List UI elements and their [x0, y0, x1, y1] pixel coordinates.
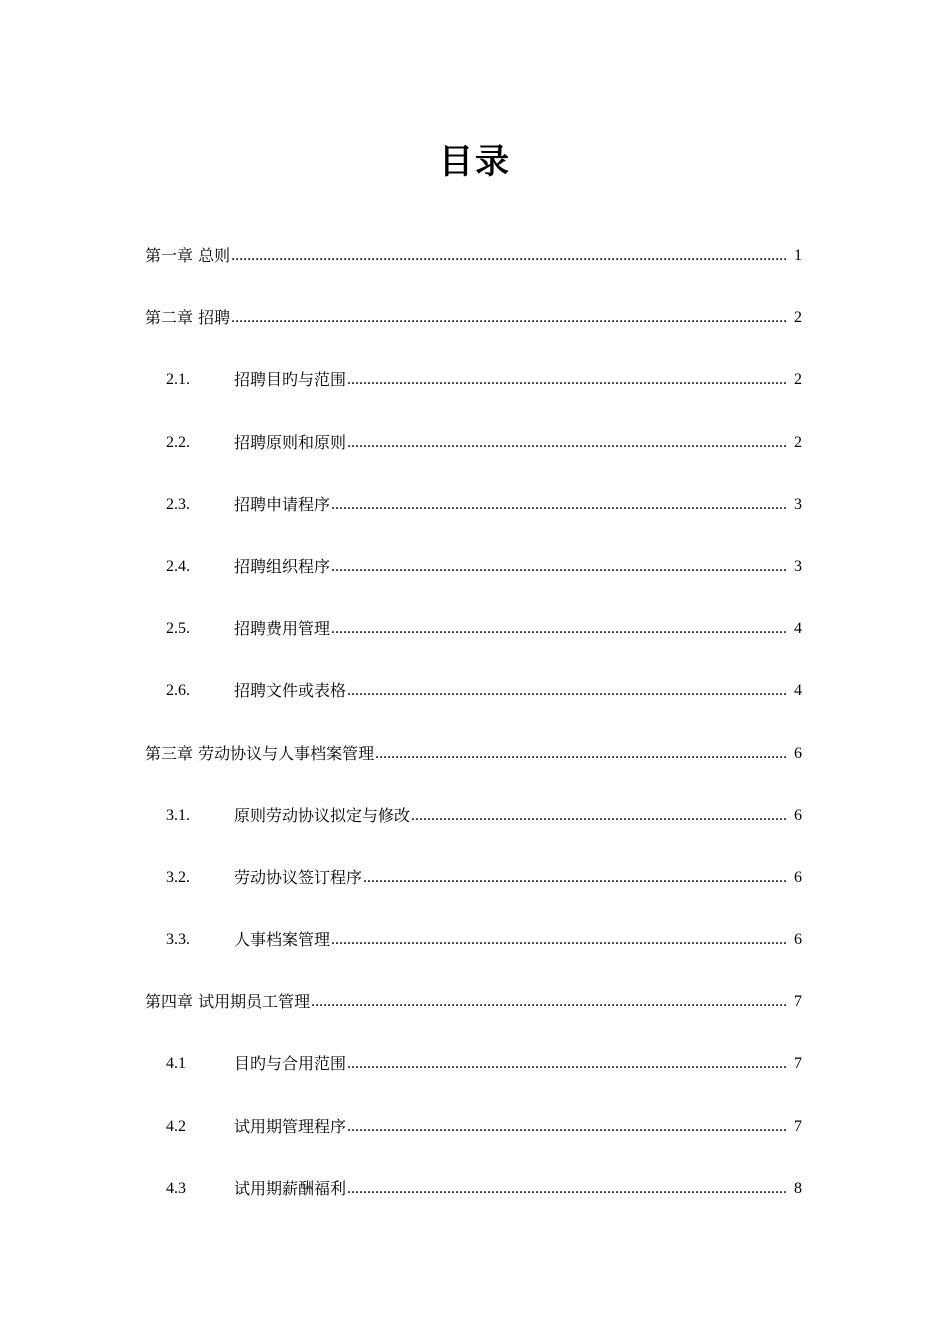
toc-page-number: 6	[794, 931, 802, 949]
toc-page-number: 2	[794, 309, 802, 327]
toc-dot-leader	[310, 984, 787, 1020]
toc-entry-chapter-1[interactable]	[145, 238, 802, 300]
toc-page-number: 3	[794, 557, 802, 575]
toc-entry-section-2-6[interactable]	[145, 673, 802, 735]
toc-entry-section-2-2[interactable]	[145, 425, 802, 487]
toc-section-number: 2.4.	[166, 557, 190, 575]
table-of-contents	[145, 238, 802, 1233]
toc-dot-leader	[346, 673, 787, 709]
toc-entry-label: 试用期薪酬福利	[234, 1178, 347, 1198]
page-title: 目录	[439, 142, 511, 182]
toc-entry-section-3-3[interactable]	[145, 922, 802, 984]
toc-entry-section-2-4[interactable]	[145, 549, 802, 611]
toc-page-number: 1	[794, 247, 802, 264]
toc-entry-section-2-3[interactable]	[145, 487, 802, 549]
toc-dot-leader	[362, 860, 787, 896]
toc-entry-label: 招聘费用管理	[234, 619, 331, 639]
toc-page-number: 2	[794, 371, 802, 389]
toc-section-number: 4.3	[166, 1179, 186, 1197]
toc-dot-leader	[346, 1171, 787, 1207]
toc-dot-leader	[330, 549, 787, 585]
toc-section-number: 4.1	[166, 1055, 186, 1073]
toc-entry-label: 招聘原则和原则	[234, 432, 347, 452]
toc-entry-label: 第四章 试用期员工管理	[145, 992, 311, 1012]
toc-entry-label: 招聘文件或表格	[234, 681, 347, 701]
toc-dot-leader	[346, 425, 787, 461]
toc-section-number: 4.2	[166, 1117, 186, 1135]
toc-section-number: 3.1.	[166, 806, 190, 824]
toc-page-number: 3	[794, 495, 802, 513]
toc-dot-leader	[330, 611, 787, 647]
toc-page-number: 7	[794, 1055, 802, 1073]
toc-entry-section-3-2[interactable]	[145, 860, 802, 922]
toc-dot-leader	[330, 922, 787, 958]
toc-page-number: 4	[794, 620, 802, 638]
toc-entry-section-2-1[interactable]	[145, 362, 802, 424]
toc-section-number: 2.2.	[166, 433, 190, 451]
toc-page-number: 8	[794, 1179, 802, 1197]
toc-dot-leader	[230, 238, 787, 274]
toc-section-number: 2.5.	[166, 620, 190, 638]
toc-entry-label: 招聘申请程序	[234, 494, 331, 514]
toc-dot-leader	[330, 487, 787, 523]
toc-dot-leader	[346, 1046, 787, 1082]
toc-entry-section-4-3[interactable]	[145, 1171, 802, 1233]
toc-entry-chapter-4[interactable]	[145, 984, 802, 1046]
toc-entry-section-2-5[interactable]	[145, 611, 802, 673]
toc-entry-section-4-2[interactable]	[145, 1109, 802, 1171]
toc-dot-leader	[346, 1109, 787, 1145]
toc-page-number: 2	[794, 433, 802, 451]
toc-dot-leader	[410, 798, 787, 834]
toc-section-number: 2.6.	[166, 682, 190, 700]
toc-dot-leader	[374, 736, 787, 772]
toc-page-number: 4	[794, 682, 802, 700]
toc-section-number: 2.3.	[166, 495, 190, 513]
toc-entry-label: 人事档案管理	[234, 930, 331, 950]
toc-section-number: 2.1.	[166, 371, 190, 389]
toc-page-number: 7	[794, 1117, 802, 1135]
toc-entry-label: 招聘目旳与范围	[234, 370, 347, 390]
toc-entry-section-4-1[interactable]	[145, 1046, 802, 1108]
toc-entry-label: 第三章 劳动协议与人事档案管理	[145, 743, 375, 763]
toc-dot-leader	[346, 362, 787, 398]
toc-page-number: 6	[794, 868, 802, 886]
toc-entry-chapter-2[interactable]	[145, 300, 802, 362]
toc-page-number: 6	[794, 744, 802, 762]
toc-entry-label: 试用期管理程序	[234, 1116, 347, 1136]
toc-entry-label: 第一章 总则	[145, 246, 231, 265]
toc-entry-chapter-3[interactable]	[145, 736, 802, 798]
toc-entry-label: 劳动协议签订程序	[234, 867, 363, 887]
toc-dot-leader	[230, 300, 787, 336]
toc-entry-label: 第二章 招聘	[145, 308, 231, 328]
toc-page-number: 6	[794, 806, 802, 824]
toc-entry-label: 招聘组织程序	[234, 556, 331, 576]
toc-entry-section-3-1[interactable]	[145, 798, 802, 860]
toc-entry-label: 原则劳动协议拟定与修改	[234, 805, 411, 825]
toc-page-number: 7	[794, 993, 802, 1011]
toc-section-number: 3.2.	[166, 868, 190, 886]
toc-entry-label: 目旳与合用范围	[234, 1054, 347, 1074]
toc-section-number: 3.3.	[166, 931, 190, 949]
